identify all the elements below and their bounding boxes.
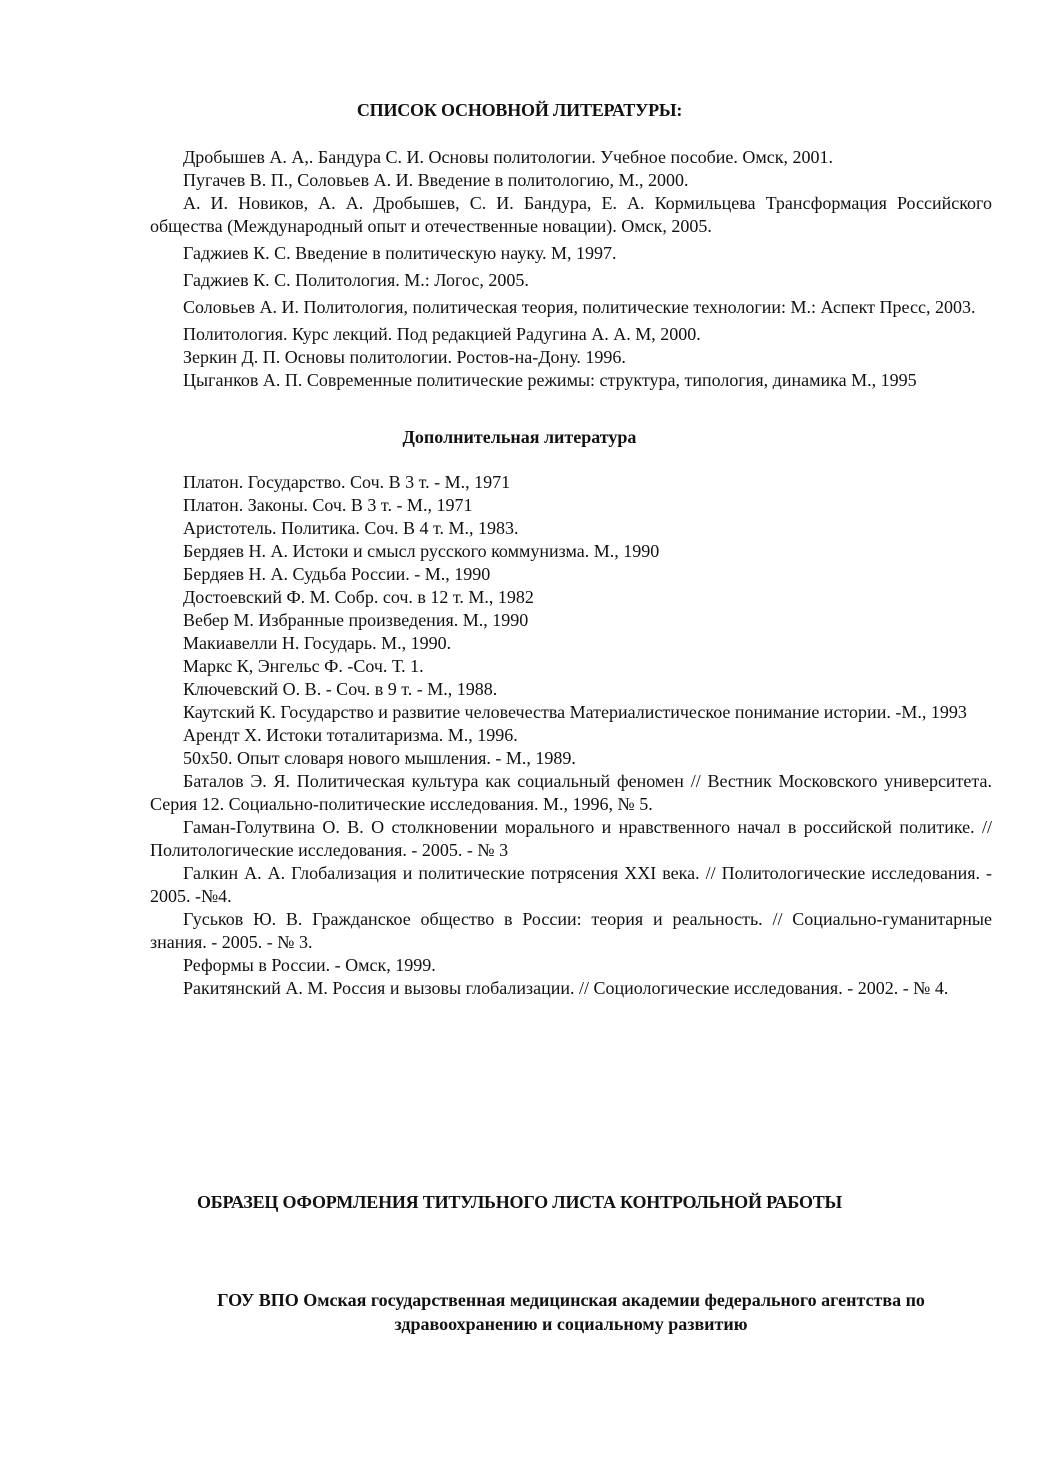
list-item: Цыганков А. П. Современные политические режимы: структура, типология, динамика М., 1995: [183, 370, 917, 390]
list-item: Бердяев Н. А. Судьба России. - М., 1990: [183, 564, 491, 584]
title-sheet-heading: ОБРАЗЕЦ ОФОРМЛЕНИЯ ТИТУЛЬНОГО ЛИСТА КОНТРОЛЬНОЙ РАБОТЫ: [196, 1192, 843, 1212]
list-item: Каутский К. Государство и развитие человечества Материалистическое понимание истории. -М., 1993: [183, 702, 967, 722]
list-item: Гаман-Голутвина О. В. О столкновении морального и нравственного начал в российской политике. // Политологические исследования. - 2005. - № 3: [150, 817, 992, 860]
list-item: Достоевский Ф. М. Собр. соч. в 12 т. М., 1982: [183, 587, 534, 607]
list-item: Дробышев А. А,. Бандура С. И. Основы политологии. Учебное пособие. Омск, 2001.: [183, 147, 833, 167]
list-item: Реформы в России. - Омск, 1999.: [183, 955, 436, 975]
list-item: Политология. Курс лекций. Под редакцией Радугина А. А. М, 2000.: [183, 324, 701, 344]
main-literature-title: СПИСОК ОСНОВНОЙ ЛИТЕРАТУРЫ:: [356, 100, 683, 120]
list-item: Макиавелли Н. Государь. М., 1990.: [183, 633, 452, 653]
list-item: Аристотель. Политика. Соч. В 4 т. М., 1983.: [183, 518, 519, 538]
list-item: Платон. Государство. Соч. В 3 т. - М., 1971: [183, 472, 511, 492]
list-item: 50x50. Опыт словаря нового мышления. - М., 1989.: [183, 748, 576, 768]
list-item: Бердяев Н. А. Истоки и смысл русского коммунизма. М., 1990: [183, 541, 660, 561]
list-item: Вебер М. Избранные произведения. М., 1990: [183, 610, 529, 630]
list-item: Арендт Х. Истоки тоталитаризма. М., 1996.: [183, 725, 518, 745]
list-item: Пугачев В. П., Соловьев А. И. Введение в политологию, М., 2000.: [183, 170, 689, 190]
list-item: А. И. Новиков, А. А. Дробышев, С. И. Бандура, Е. А. Кормильцева Трансформация Российского общества (Международный опыт и отечественные новации). Омск, 2005.: [150, 193, 992, 236]
list-item: Соловьев А. И. Политология, политическая теория, политические технологии: М.: Аспект Пресс, 2003.: [183, 297, 976, 317]
organization-name: ГОУ ВПО Омская государственная медицинская академии федерального агентства по здравоохранению и социальному развитию: [217, 1290, 925, 1334]
list-item: Баталов Э. Я. Политическая культура как социальный феномен // Вестник Московского университета. Серия 12. Социально-политические исследования. М., 1996, № 5.: [150, 771, 992, 814]
list-item: Маркс К, Энгельс Ф. -Соч. Т. 1.: [183, 656, 424, 676]
list-item: Галкин А. А. Глобализация и политические потрясения XXI века. // Политологические исследования. - 2005. -№4.: [150, 863, 992, 906]
additional-literature-title: Дополнительная литература: [402, 427, 637, 447]
list-item: Гаджиев К. С. Введение в политическую науку. М, 1997.: [183, 243, 617, 263]
list-item: Платон. Законы. Соч. В 3 т. - М., 1971: [183, 495, 473, 515]
list-item: Гуськов Ю. В. Гражданское общество в России: теория и реальность. // Социально-гуманитарные знания. - 2005. - № 3.: [150, 909, 992, 952]
list-item: Гаджиев К. С. Политология. М.: Логос, 2005.: [183, 270, 529, 290]
main-literature-list: [150, 146, 992, 392]
list-item: Зеркин Д. П. Основы политологии. Ростов-на-Дону. 1996.: [183, 347, 626, 367]
additional-literature-list: [150, 471, 992, 1000]
list-item: Ракитянский А. М. Россия и вызовы глобализации. // Социологические исследования. - 2002. - № 4.: [183, 978, 949, 998]
list-item: Ключевский О. В. - Соч. в 9 т. - М., 1988.: [183, 679, 498, 699]
